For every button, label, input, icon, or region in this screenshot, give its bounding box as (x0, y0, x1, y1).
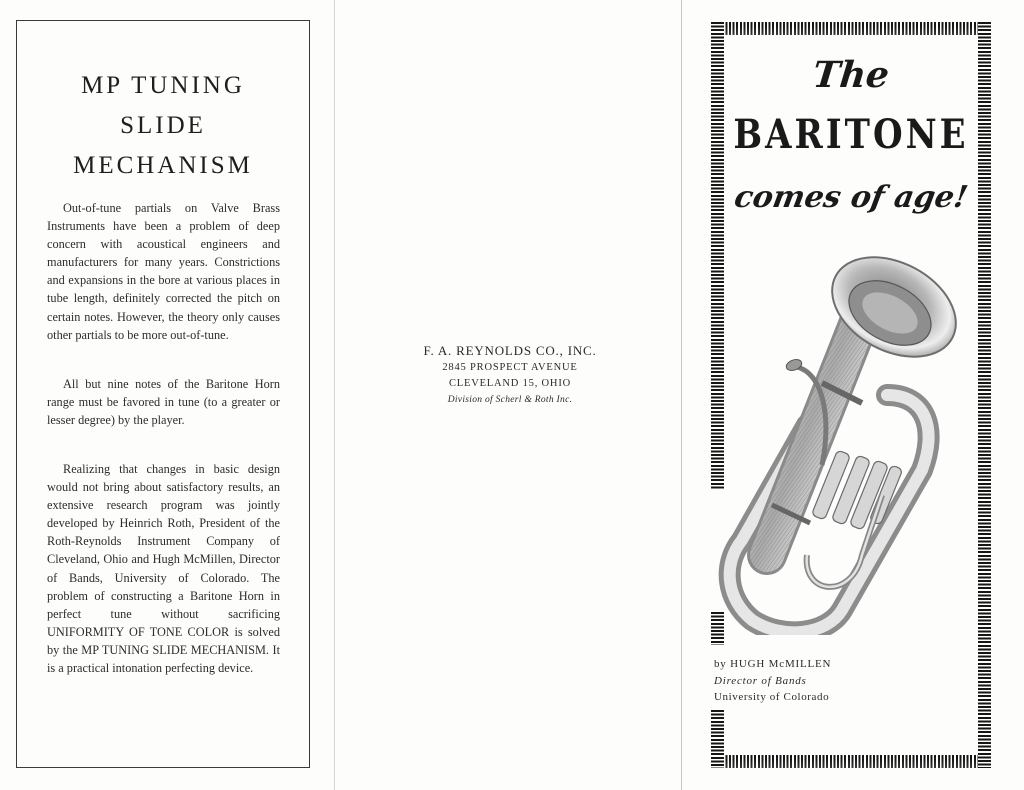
cover-tagline: comes of age! (731, 180, 971, 215)
cover-title-the: The (810, 54, 892, 96)
paragraph-text: Out-of-tune partials on Valve Brass Instruments have been a problem of deep concern with acoustical engineers and manufacturers for many years. Constrictions and expansions in the bore at various places in tube length, definitely corrected the pitch on certain notes. However, the theory only causes other partials to be more out-of-tune. (47, 201, 280, 342)
left-panel-title (16, 66, 310, 186)
baritone-horn-illustration (712, 255, 972, 635)
comb-border-right (978, 22, 991, 768)
comb-border-top (711, 22, 991, 35)
comb-border-bottom (711, 755, 991, 768)
mailing-address-block (360, 342, 660, 408)
fold-line-left (334, 0, 335, 790)
title-line-1: MP TUNING (81, 72, 245, 99)
title-line-3: MECHANISM (73, 152, 253, 179)
company-name: F. A. REYNOLDS CO., INC. (423, 343, 597, 358)
body-paragraph-1 (47, 199, 280, 344)
body-paragraph-3 (47, 460, 280, 677)
author-name: by HUGH McMILLEN (714, 658, 832, 670)
author-institution: University of Colorado (714, 691, 830, 703)
cover-title-baritone: BARITONE (733, 111, 969, 159)
street-address: 2845 PROSPECT AVENUE (442, 362, 578, 373)
body-paragraph-2 (47, 375, 280, 429)
paragraph-text: Realizing that changes in basic design would not bring about satisfactory results, an extensive research program was jointly developed by Heinrich Roth, President of the Roth-Reynolds Instrument Company of Cleveland, Ohio and Hugh McMillen, Director of Bands, University of Colorado. The problem of constructing a Baritone Horn in perfect tune without sacrificing UNIFORMITY OF TONE COLOR is solved by the MP TUNING SLIDE MECHANISM. It is a practical intonation perfecting device. (47, 462, 280, 676)
title-line-2: SLIDE (120, 112, 206, 139)
city-state: CLEVELAND 15, OHIO (448, 378, 571, 389)
paragraph-text: All but nine notes of the Baritone Horn range must be favored in tune (to a greater or lesser degree) by the player. (47, 377, 280, 428)
division-note: Division of Scherl & Roth Inc. (447, 395, 573, 405)
fold-line-right (681, 0, 682, 790)
comb-border-left-lower (711, 710, 724, 768)
author-byline (714, 656, 831, 706)
author-role: Director of Bands (714, 674, 807, 687)
